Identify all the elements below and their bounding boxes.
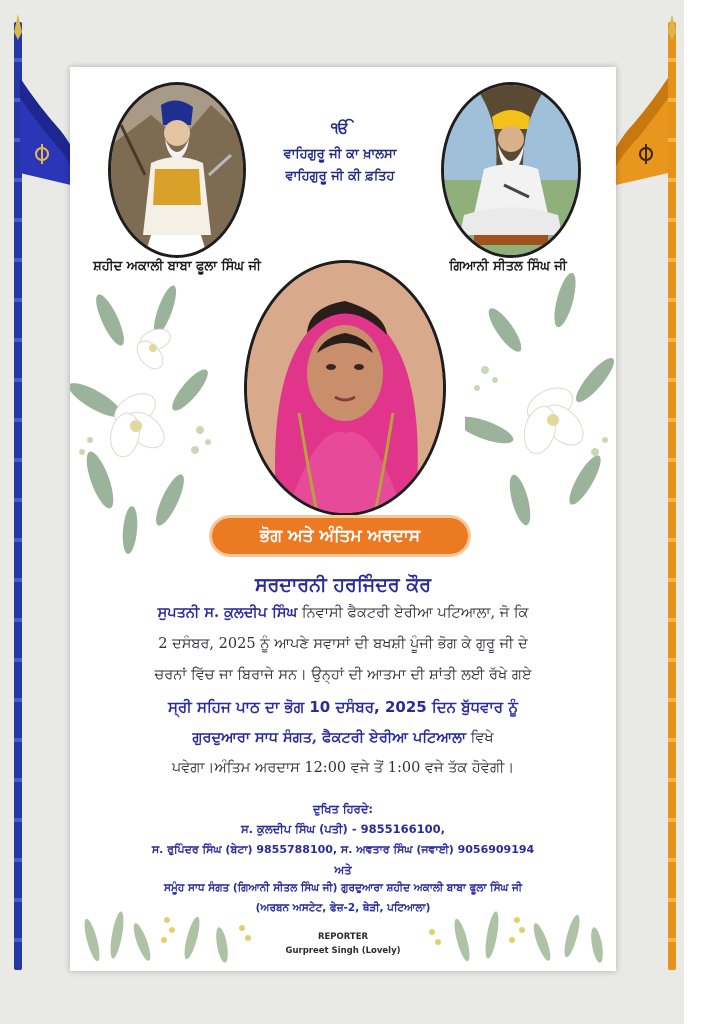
right-portrait-caption: ਗਿਆਨੀ ਸੀਤਲ ਸਿੰਘ ਜੀ [449,259,567,274]
body-line-5 [100,729,586,746]
body-line-3: ਚਰਨਾਂ ਵਿੱਚ ਜਾ ਬਿਰਾਜੇ ਸਨ। ਉਨ੍ਹਾਂ ਦੀ ਆਤਮਾ ਦੀ ਸ਼ਾਂਤੀ ਲਈ ਰੱਖੇ ਗਏ [154,667,532,683]
left-portrait-caption: ਸ਼ਹੀਦ ਅਕਾਲੀ ਬਾਬਾ ਫੂਲਾ ਸਿੰਘ ਜੀ [93,259,261,274]
reporter-name: Gurpreet Singh (Lovely) [285,946,401,956]
deceased-photo-icon [247,263,443,513]
ik-onkar-symbol: ੴ [330,119,350,137]
body-line-1 [100,604,586,621]
body-line-6: ਪਵੇਗਾ।ਅੰਤਿਮ ਅਰਦਾਸ 12:00 ਵਜੇ ਤੋਂ 1:00 ਵਜੇ ਤੱਕ ਹੋਵੇਗੀ। [171,760,515,776]
reporter-label: REPORTER [317,932,369,942]
saffron-flag-pole [668,22,676,970]
portrait-deceased [244,260,446,516]
header-salutation-line2: ਵਾਹਿਗੁਰੂ ਜੀ ਕੀ ਫ਼ਤਿਹ [285,169,395,184]
husband-name: ਸੁਪਤਨੀ ਸ. ਕੁਲਦੀਪ ਸਿੰਘ [157,604,298,621]
mourners-line-1: ਸ. ਕੁਲਦੀਪ ਸਿੰਘ (ਪਤੀ) - 9855166100, [241,822,445,836]
left-floral-decoration-icon [70,280,220,570]
right-floral-decoration-icon [465,270,617,570]
mourners-line-4: (ਅਰਬਨ ਅਸਟੇਟ, ਫੇਜ਼-2, ਥੇੜੀ, ਪਟਿਆਲਾ) [255,902,431,914]
body-line-4: ਸ੍ਰੀ ਸਹਿਜ ਪਾਠ ਦਾ ਭੋਗ 10 ਦਸੰਬਰ, 2025 ਦਿਨ ਬੁੱਧਵਾਰ ਨੂੰ [167,698,519,716]
saffron-pole-finial-icon [667,14,677,40]
mourners-and: ਅਤੇ [334,863,352,877]
mourners-heading: ਦੁਖਿਤ ਹਿਰਦੇ: [312,802,374,816]
body-line-5-rest: ਵਿਖੇ [466,730,494,746]
blue-pole-finial-icon [13,14,23,40]
deceased-name: ਸਰਦਾਰਨੀ ਹਰਜਿੰਦਰ ਕੌਰ [254,574,432,596]
header-salutation-line1: ਵਾਹਿਗੁਰੂ ਜੀ ਕਾ ਖ਼ਾਲਸਾ [283,147,397,162]
bhog-ardas-banner: ਭੋਗ ਅਤੇ ਅੰਤਿਮ ਅਰਦਾਸ [212,518,468,554]
mourners-line-3: ਸਮੂੰਹ ਸਾਧ ਸੰਗਤ (ਗਿਆਨੀ ਸੀਤਲ ਸਿੰਘ ਜੀ) ਗੁਰਦੁਆਰਾ ਸ਼ਹੀਦ ਅਕਾਲੀ ਬਾਬਾ ਫੂਲਾ ਸਿੰਘ ਜੀ [163,882,523,894]
venue-name: ਗੁਰਦੁਆਰਾ ਸਾਧ ਸੰਗਤ, ਫੈਕਟਰੀ ਏਰੀਆ ਪਟਿਆਲਾ [192,729,467,746]
mourners-line-2: ਸ. ਰੁਪਿੰਦਰ ਸਿੰਘ (ਬੇਟਾ) 9855788100, ਸ. ਅਵਤਾਰ ਸਿੰਘ (ਜਵਾਈ) 9056909194 [151,843,535,856]
right-margin [684,0,702,1024]
portrait-baba-phoola-singh [108,82,246,258]
warrior-painting-icon [111,85,243,255]
body-line-2: 2 ਦਸੰਬਰ, 2025 ਨੂੰ ਆਪਣੇ ਸਵਾਸਾਂ ਦੀ ਬਖਸ਼ੀ ਪੂੰਜੀ ਭੋਗ ਕੇ ਗੁਰੂ ਜੀ ਦੇ [158,636,528,652]
body-line-1-rest: ਨਿਵਾਸੀ ਫੈਕਟਰੀ ਏਰੀਆ ਪਟਿਆਲਾ, ਜੋ ਕਿ [297,605,529,621]
seated-elder-photo-icon [444,85,578,255]
portrait-giani-sital-singh [441,82,581,258]
